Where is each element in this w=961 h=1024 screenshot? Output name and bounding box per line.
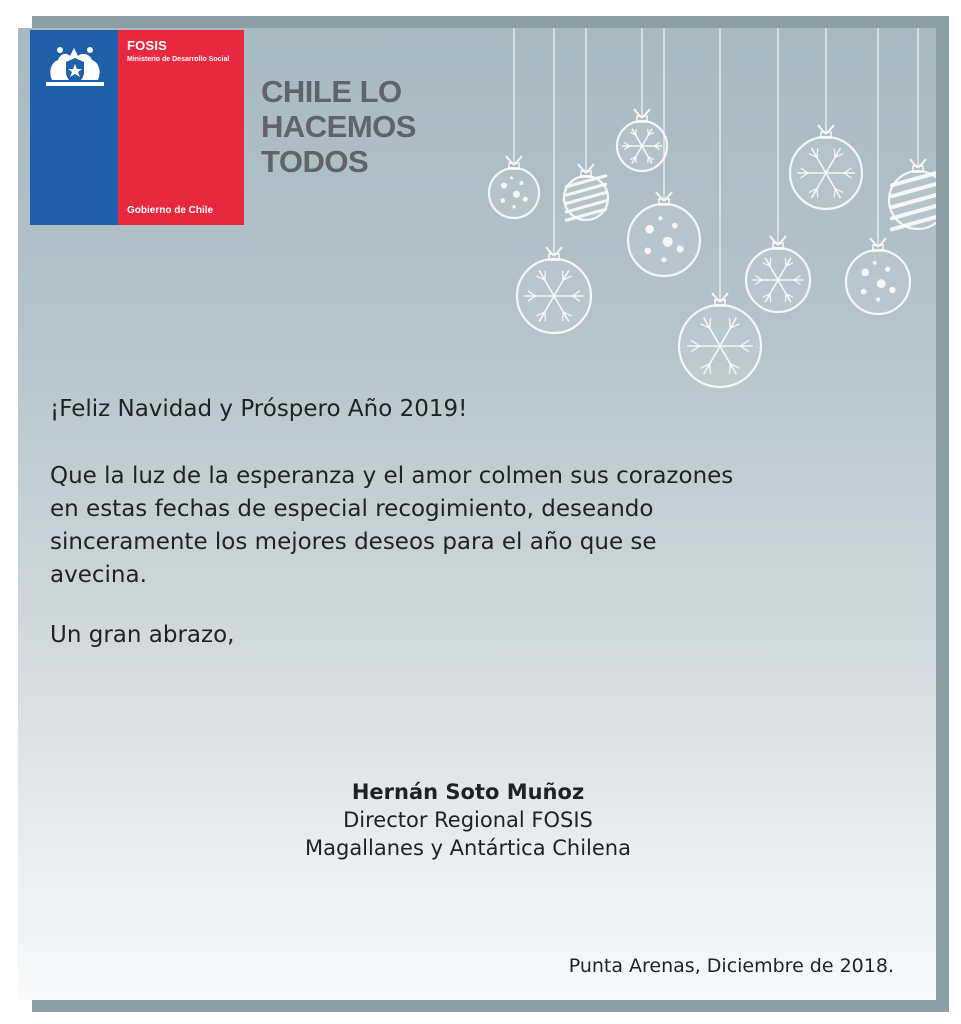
message-line: avecina. xyxy=(50,562,147,588)
message-line: en estas fechas de especial recogimiento, deseando xyxy=(50,496,654,522)
christmas-ornament-icon xyxy=(889,28,936,229)
christmas-ornament-icon xyxy=(564,28,608,220)
logo-blue-panel xyxy=(30,30,118,225)
slogan-line: HACEMOS xyxy=(261,109,416,144)
closing-text: Un gran abrazo, xyxy=(50,622,235,648)
fosis-title: FOSIS xyxy=(127,38,168,53)
message-body xyxy=(50,460,910,592)
government-name: Gobierno de Chile xyxy=(127,205,214,216)
slogan xyxy=(261,74,461,179)
snowflake-ornament-icon xyxy=(679,28,761,387)
place-date: Punta Arenas, Diciembre de 2018. xyxy=(568,955,894,977)
ministry-name: Ministerio de Desarrollo Social xyxy=(127,56,230,63)
greeting-card xyxy=(18,28,936,1000)
coat-of-arms-icon xyxy=(40,40,110,92)
message-line: Que la luz de la esperanza y el amor colmen sus corazones xyxy=(50,463,734,489)
signer-region: Magallanes y Antártica Chilena xyxy=(305,836,631,860)
gobierno-logo xyxy=(30,30,244,225)
christmas-ornament-icon xyxy=(489,28,539,218)
greeting-heading: ¡Feliz Navidad y Próspero Año 2019! xyxy=(50,396,468,422)
snowflake-ornament-icon xyxy=(790,28,862,209)
slogan-line: TODOS xyxy=(261,144,369,179)
message-line: sinceramente los mejores deseos para el año que se xyxy=(50,529,657,555)
christmas-ornaments-decoration xyxy=(458,28,936,408)
slogan-line: CHILE LO xyxy=(261,74,402,109)
signer-name: Hernán Soto Muñoz xyxy=(351,780,585,804)
signer-role: Director Regional FOSIS xyxy=(343,808,593,832)
snowflake-ornament-icon xyxy=(617,28,667,171)
